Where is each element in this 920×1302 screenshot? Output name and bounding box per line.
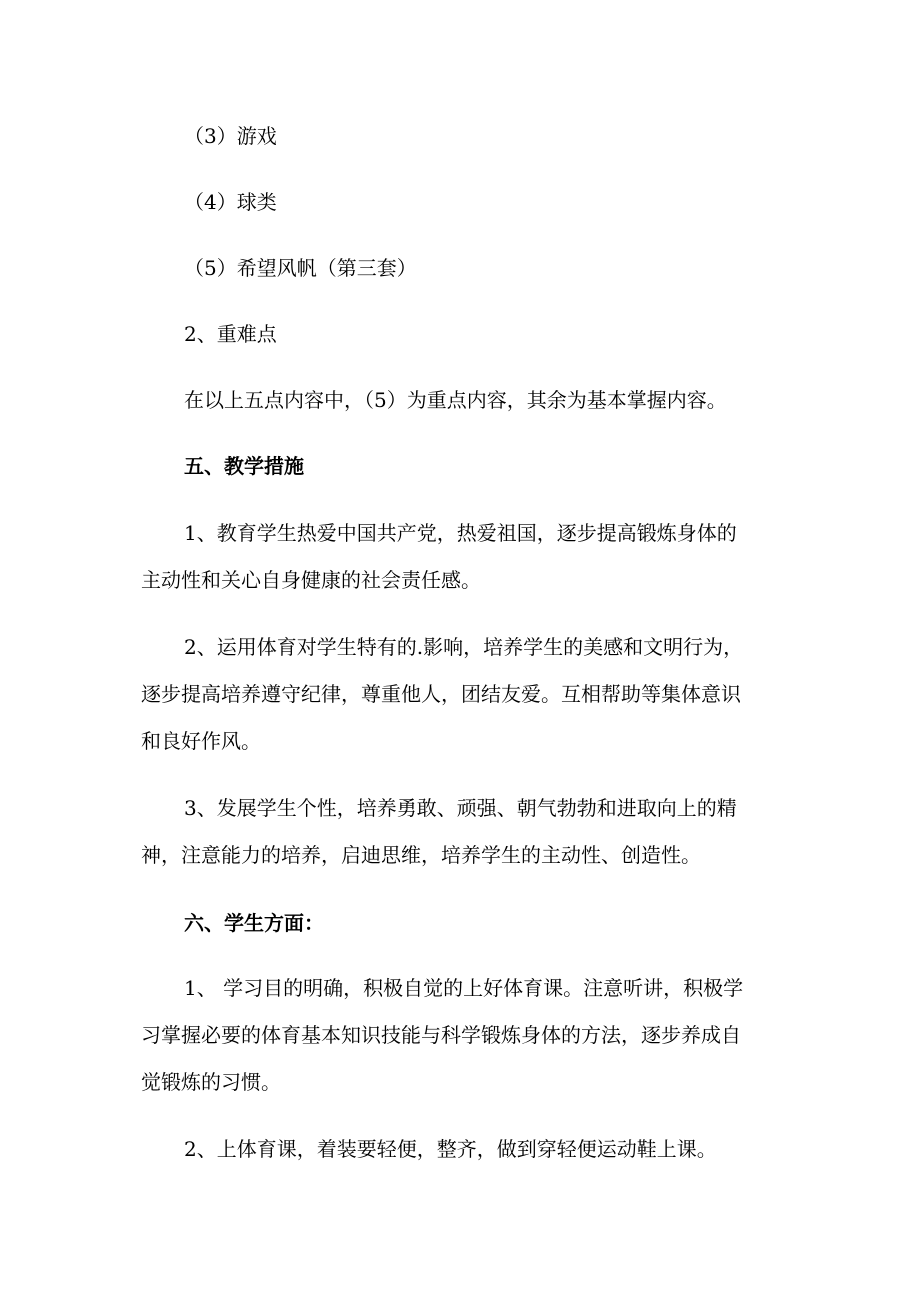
list-item-games: （3）游戏	[184, 124, 277, 148]
section-6-paragraph-1-line-3: 觉锻炼的习惯。	[141, 1070, 281, 1094]
section-6-paragraph-2-line-1: 2、上体育课，着装要轻便，整齐，做到穿轻便运动鞋上课。	[184, 1137, 717, 1161]
section-5-title: 五、教学措施	[184, 454, 304, 478]
section-6-paragraph-1-line-1: 1、 学习目的明确，积极自觉的上好体育课。注意听讲，积极学	[184, 976, 744, 1000]
section-5-paragraph-3-line-1: 3、发展学生个性，培养勇敢、顽强、朝气勃勃和进取向上的精	[184, 796, 737, 820]
section-5-paragraph-1-line-1: 1、教育学生热爱中国共产党，热爱祖国，逐步提高锻炼身体的	[184, 521, 737, 545]
section-6-paragraph-1-line-2: 习掌握必要的体育基本知识技能与科学锻炼身体的方法，逐步养成自	[141, 1023, 741, 1047]
section-5-paragraph-3-line-2: 神，注意能力的培养，启迪思维，培养学生的主动性、创造性。	[141, 843, 701, 867]
section-5-paragraph-1-line-2: 主动性和关心自身健康的社会责任感。	[141, 568, 481, 592]
key-points-heading: 2、重难点	[184, 322, 277, 346]
key-points-text: 在以上五点内容中，（5）为重点内容，其余为基本掌握内容。	[184, 388, 727, 412]
list-item-ball-sports: （4）球类	[184, 190, 277, 214]
section-5-paragraph-2-line-2: 逐步提高培养遵守纪律，尊重他人，团结友爱。互相帮助等集体意识	[141, 682, 741, 706]
section-5-paragraph-2-line-1: 2、运用体育对学生特有的.影响，培养学生的美感和文明行为，	[184, 635, 744, 659]
section-5-paragraph-2-line-3: 和良好作风。	[141, 729, 261, 753]
section-6-title: 六、学生方面：	[184, 911, 324, 935]
list-item-hope-sail: （5）希望风帆（第三套）	[184, 256, 417, 280]
